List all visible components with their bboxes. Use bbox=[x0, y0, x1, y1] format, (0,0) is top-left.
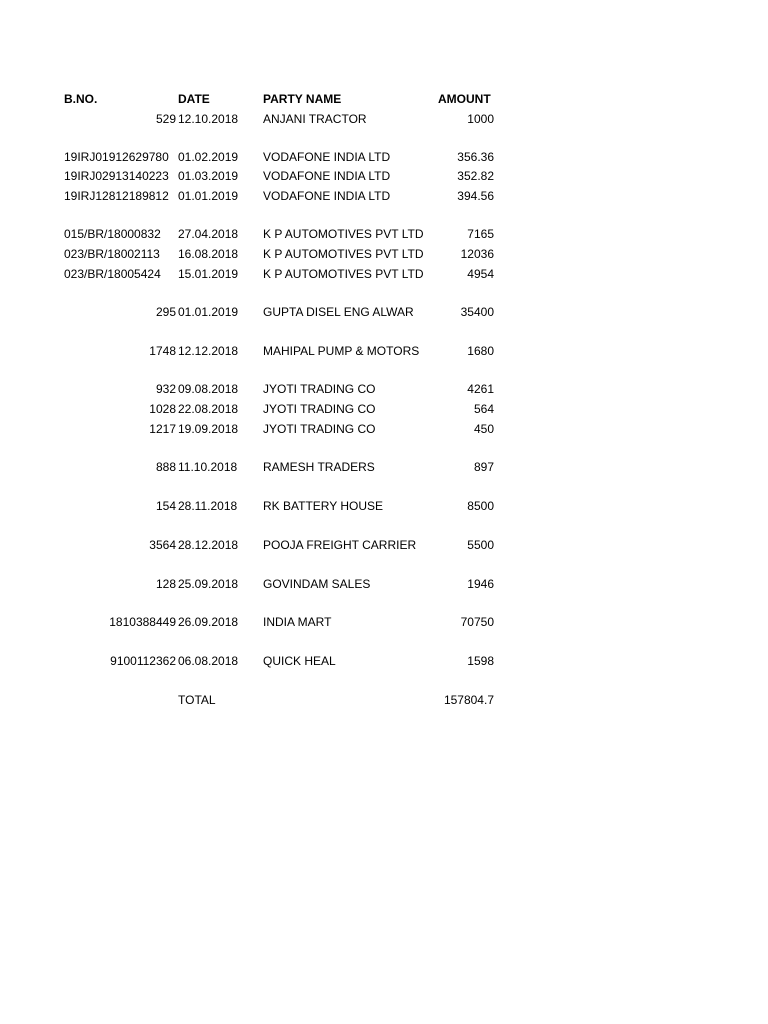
header-row bbox=[0, 89, 768, 109]
bill-number-cell: 015/BR/18000832 bbox=[64, 227, 161, 241]
table-row bbox=[0, 186, 768, 206]
amount-cell: 450 bbox=[473, 422, 494, 436]
bill-number-cell: 932 bbox=[155, 382, 176, 396]
total-row bbox=[0, 690, 768, 710]
date-cell: 26.09.2018 bbox=[178, 615, 239, 629]
amount-cell: 1000 bbox=[467, 112, 494, 126]
table-row bbox=[0, 379, 768, 399]
date-cell: 28.12.2018 bbox=[178, 538, 239, 552]
party-name-cell: ANJANI TRACTOR bbox=[263, 112, 367, 126]
bill-number-cell: 154 bbox=[155, 499, 176, 513]
bill-number-cell: 128 bbox=[155, 577, 176, 591]
bill-number-cell: 19IRJ02913140223 bbox=[64, 169, 169, 183]
table-row bbox=[0, 302, 768, 322]
table-row bbox=[0, 496, 768, 516]
amount-cell: 4261 bbox=[467, 382, 494, 396]
amount-cell: 35400 bbox=[460, 305, 494, 319]
header-amount: AMOUNT bbox=[438, 92, 491, 106]
bill-number-cell: 1028 bbox=[149, 402, 176, 416]
table-row bbox=[0, 399, 768, 419]
party-name-cell: RAMESH TRADERS bbox=[263, 460, 375, 474]
date-cell: 11.10.2018 bbox=[178, 460, 238, 474]
bill-number-cell: 023/BR/18002113 bbox=[64, 247, 160, 261]
date-cell: 15.01.2019 bbox=[178, 267, 239, 281]
total-amount: 157804.7 bbox=[443, 693, 494, 707]
table-row bbox=[0, 244, 768, 264]
bill-number-cell: 19IRJ01912629780 bbox=[64, 150, 169, 164]
party-name-cell: VODAFONE INDIA LTD bbox=[263, 169, 391, 183]
amount-cell: 5500 bbox=[467, 538, 494, 552]
date-cell: 28.11.2018 bbox=[178, 499, 238, 513]
party-name-cell: QUICK HEAL bbox=[263, 654, 336, 668]
amount-cell: 1946 bbox=[467, 577, 494, 591]
header-bno: B.NO. bbox=[64, 92, 98, 106]
header-date: DATE bbox=[178, 92, 210, 106]
date-cell: 12.12.2018 bbox=[178, 344, 239, 358]
amount-cell: 8500 bbox=[467, 499, 494, 513]
amount-cell: 394.56 bbox=[457, 189, 494, 203]
party-name-cell: JYOTI TRADING CO bbox=[263, 422, 376, 436]
bill-number-cell: 9100112362 bbox=[110, 654, 176, 668]
date-cell: 16.08.2018 bbox=[178, 247, 239, 261]
total-label: TOTAL bbox=[178, 693, 216, 707]
amount-cell: 7165 bbox=[467, 227, 494, 241]
party-name-cell: K P AUTOMOTIVES PVT LTD bbox=[263, 267, 424, 281]
date-cell: 01.01.2019 bbox=[178, 189, 239, 203]
table-row bbox=[0, 109, 768, 129]
table-row bbox=[0, 612, 768, 632]
bill-number-cell: 529 bbox=[155, 112, 176, 126]
bill-number-cell: 1217 bbox=[149, 422, 176, 436]
bill-number-cell: 888 bbox=[155, 460, 176, 474]
amount-cell: 352.82 bbox=[457, 169, 494, 183]
amount-cell: 356.36 bbox=[457, 150, 494, 164]
amount-cell: 12036 bbox=[460, 247, 494, 261]
date-cell: 27.04.2018 bbox=[178, 227, 239, 241]
party-name-cell: GUPTA DISEL ENG ALWAR bbox=[263, 305, 414, 319]
bill-number-cell: 1748 bbox=[149, 344, 176, 358]
amount-cell: 4954 bbox=[467, 267, 494, 281]
table-row bbox=[0, 535, 768, 555]
bill-number-cell: 023/BR/18005424 bbox=[64, 267, 161, 281]
date-cell: 22.08.2018 bbox=[178, 402, 239, 416]
party-name-cell: K P AUTOMOTIVES PVT LTD bbox=[263, 227, 424, 241]
header-party-name: PARTY NAME bbox=[263, 92, 342, 106]
table-row bbox=[0, 651, 768, 671]
bill-number-cell: 1810388449 bbox=[109, 615, 176, 629]
date-cell: 01.03.2019 bbox=[178, 169, 239, 183]
table-row bbox=[0, 147, 768, 167]
bill-number-cell: 19IRJ12812189812 bbox=[64, 189, 169, 203]
table-row bbox=[0, 166, 768, 186]
amount-cell: 70750 bbox=[460, 615, 494, 629]
date-cell: 06.08.2018 bbox=[178, 654, 239, 668]
date-cell: 25.09.2018 bbox=[178, 577, 239, 591]
party-name-cell: INDIA MART bbox=[263, 615, 332, 629]
amount-cell: 1598 bbox=[467, 654, 494, 668]
bill-number-cell: 295 bbox=[155, 305, 176, 319]
party-name-cell: VODAFONE INDIA LTD bbox=[263, 189, 391, 203]
party-name-cell: GOVINDAM SALES bbox=[263, 577, 371, 591]
party-name-cell: JYOTI TRADING CO bbox=[263, 382, 376, 396]
table-row bbox=[0, 341, 768, 361]
bill-number-cell: 3564 bbox=[149, 538, 176, 552]
party-name-cell: VODAFONE INDIA LTD bbox=[263, 150, 391, 164]
amount-cell: 897 bbox=[473, 460, 494, 474]
date-cell: 19.09.2018 bbox=[178, 422, 239, 436]
table-row bbox=[0, 457, 768, 477]
party-name-cell: RK BATTERY HOUSE bbox=[263, 499, 384, 513]
date-cell: 01.01.2019 bbox=[178, 305, 239, 319]
date-cell: 01.02.2019 bbox=[178, 150, 239, 164]
table-row bbox=[0, 419, 768, 439]
date-cell: 09.08.2018 bbox=[178, 382, 239, 396]
table-row bbox=[0, 264, 768, 284]
table-row bbox=[0, 224, 768, 244]
party-name-cell: POOJA FREIGHT CARRIER bbox=[263, 538, 417, 552]
party-name-cell: K P AUTOMOTIVES PVT LTD bbox=[263, 247, 424, 261]
table-row bbox=[0, 574, 768, 594]
date-cell: 12.10.2018 bbox=[178, 112, 239, 126]
party-name-cell: JYOTI TRADING CO bbox=[263, 402, 376, 416]
amount-cell: 564 bbox=[473, 402, 494, 416]
party-name-cell: MAHIPAL PUMP & MOTORS bbox=[263, 344, 420, 358]
amount-cell: 1680 bbox=[467, 344, 494, 358]
